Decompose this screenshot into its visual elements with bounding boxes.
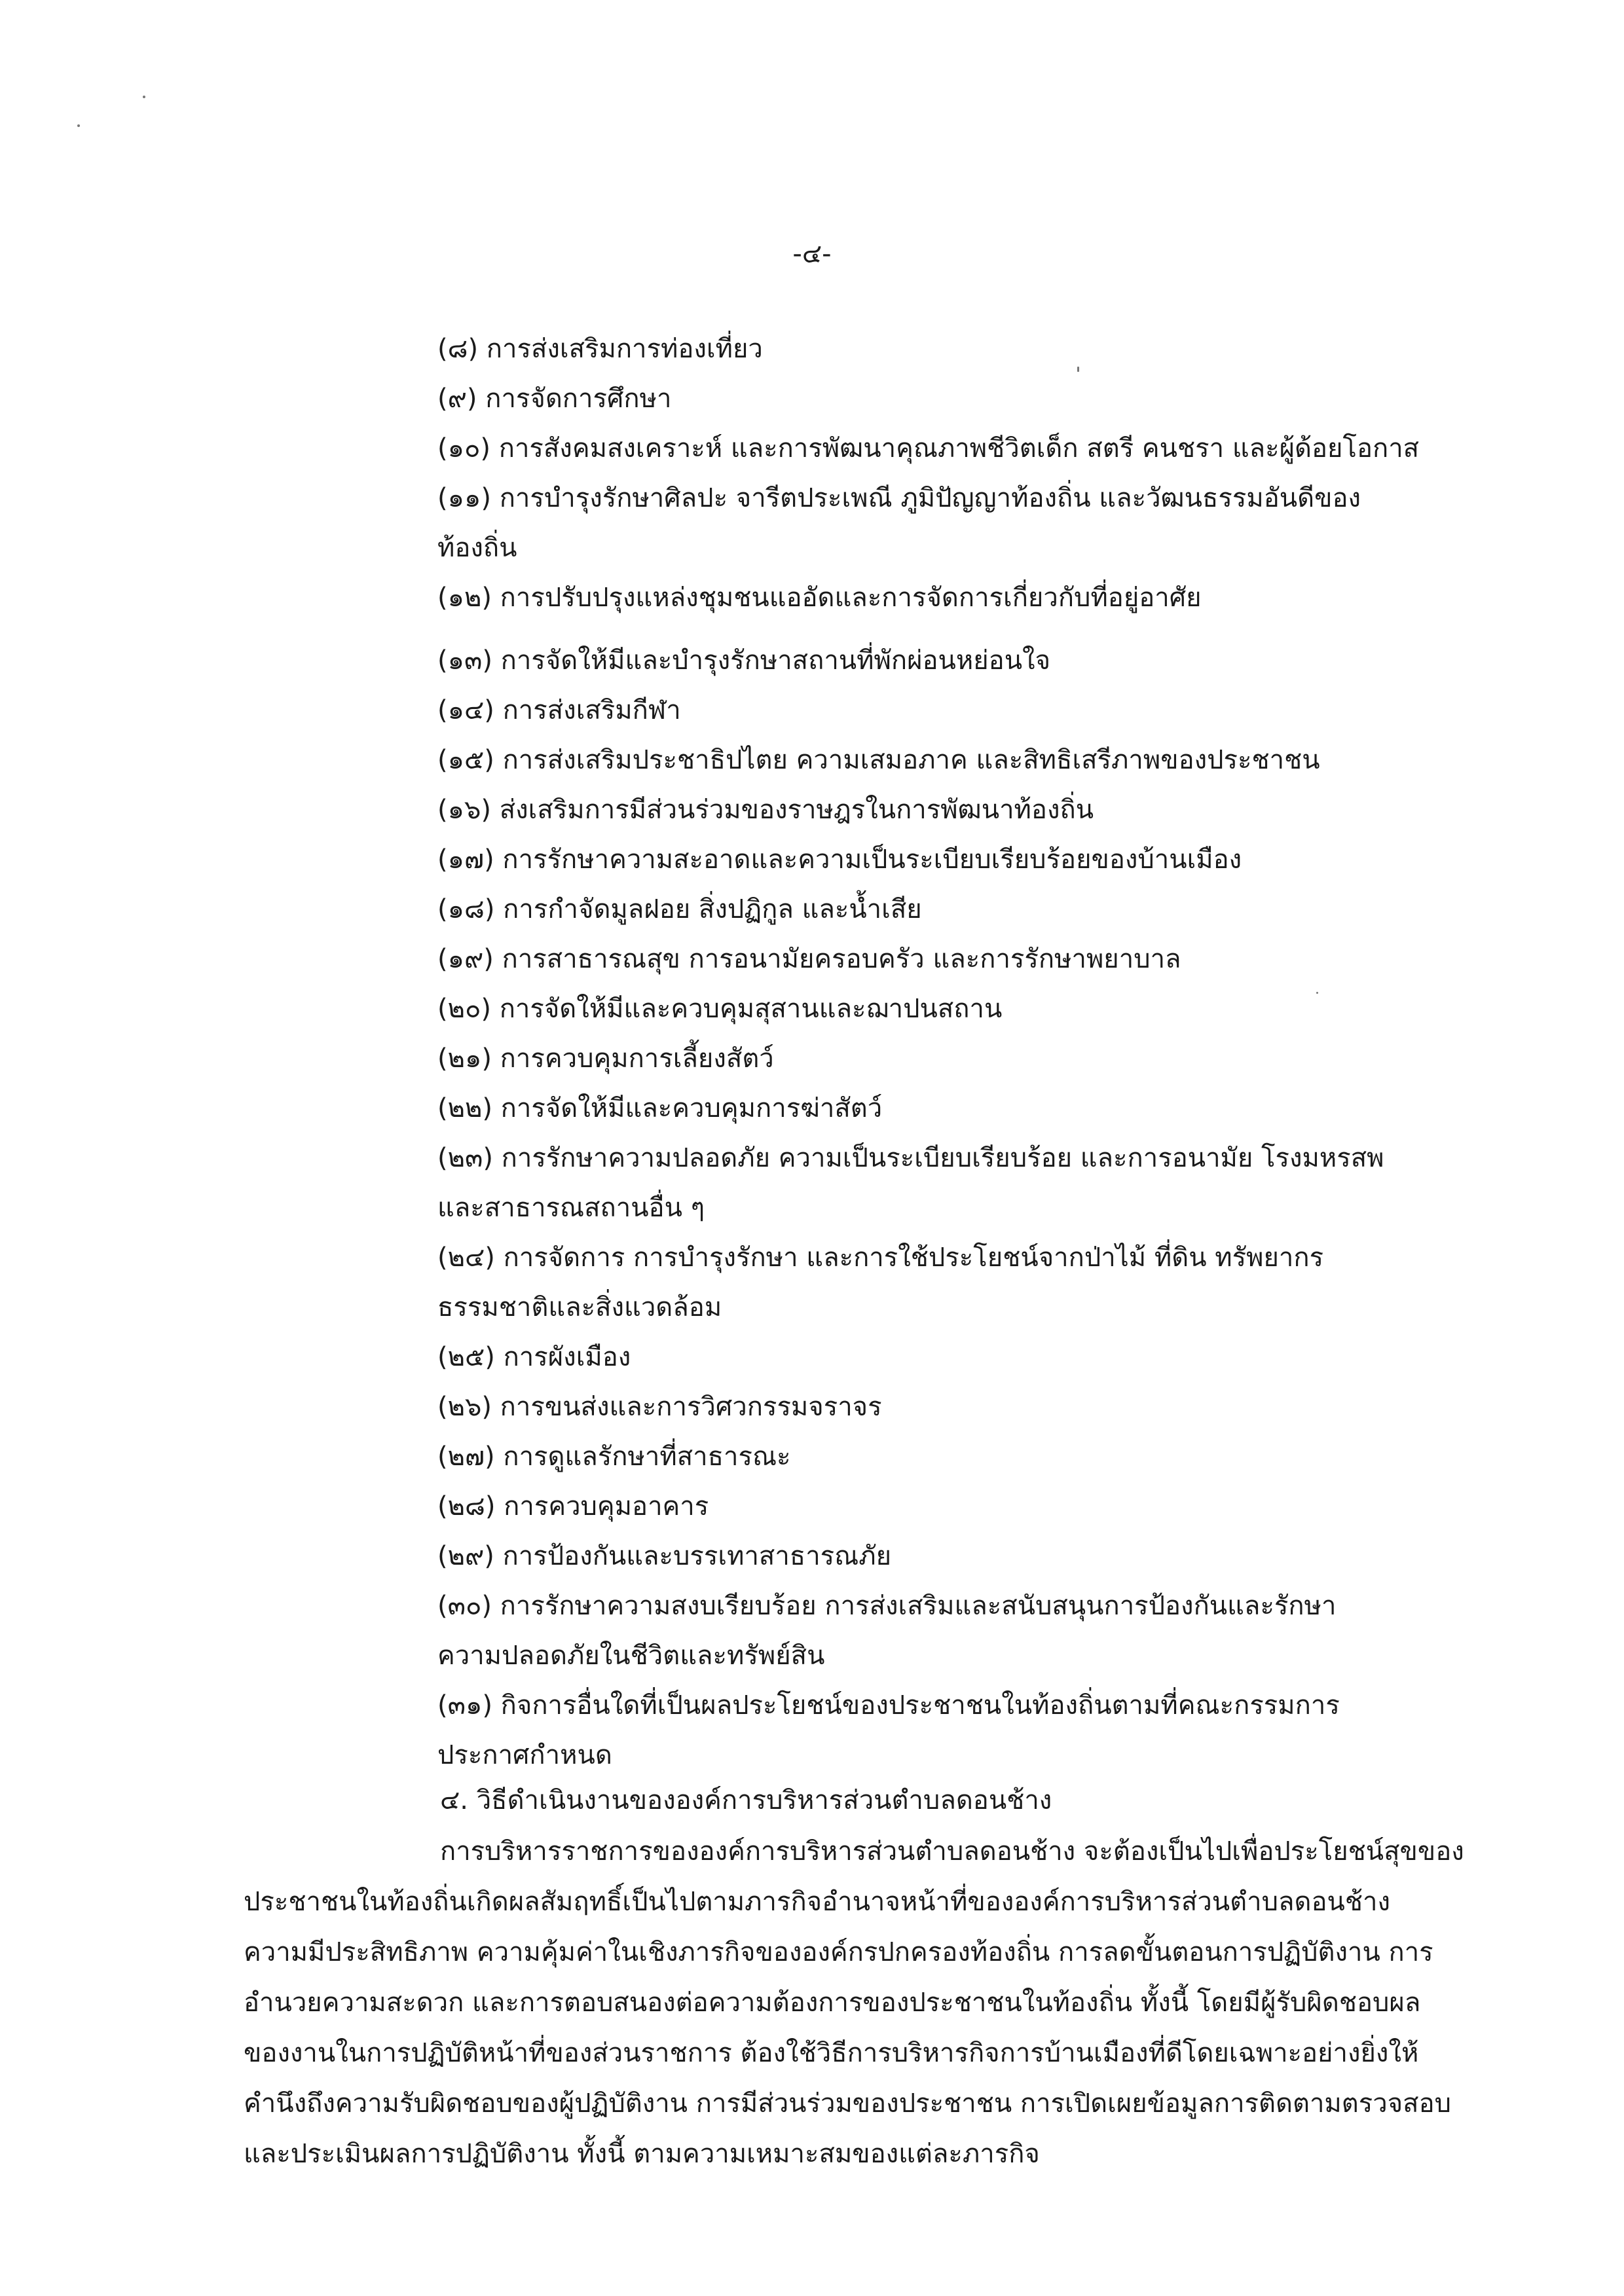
scan-speck	[77, 124, 80, 127]
list-item: (๑๕) การส่งเสริมประชาธิปไตย ความเสมอภาค และสิทธิเสรีภาพของประชาชน	[437, 745, 1320, 775]
duties-list	[437, 324, 1459, 1780]
list-item: (๒๑) การควบคุมการเลี้ยงสัตว์	[437, 1044, 774, 1074]
list-item: (๑๗) การรักษาความสะอาดและความเป็นระเบียบเรียบร้อยของบ้านเมือง	[437, 845, 1242, 875]
list-item: (๑๘) การกำจัดมูลฝอย สิ่งปฏิกูล และน้ำเสีย	[437, 894, 922, 924]
list-item: (๒๐) การจัดให้มีและควบคุมสุสานและฌาปนสถาน	[437, 994, 1003, 1024]
list-item: (๒๓) การรักษาความปลอดภัย ความเป็นระเบียบเรียบร้อย และการอนามัย โรงมหรสพ	[437, 1143, 1384, 1173]
list-item: (๒๘) การควบคุมอาคาร	[437, 1491, 709, 1522]
list-item: (๒๕) การผังเมือง	[437, 1342, 631, 1372]
list-item: (๓๑) กิจการอื่นใดที่เป็นผลประโยชน์ของประชาชนในท้องถิ่นตามที่คณะกรรมการ	[437, 1690, 1340, 1721]
list-item: (๑๔) การส่งเสริมกีฬา	[437, 695, 681, 725]
list-item-continuation: ท้องถิ่น	[437, 533, 517, 563]
list-item: (๑๑) การบำรุงรักษาศิลปะ จารีตประเพณี ภูมิปัญญาท้องถิ่น และวัฒนธรรมอันดีของ	[437, 483, 1361, 513]
scan-speck	[143, 96, 145, 98]
list-item: (๒๔) การจัดการ การบำรุงรักษา และการใช้ประโยชน์จากป่าไม้ ที่ดิน ทรัพยากร	[437, 1243, 1324, 1273]
list-item: (๑๓) การจัดให้มีและบำรุงรักษาสถานที่พักผ่อนหย่อนใจ	[437, 646, 1051, 676]
section-heading: ๔. วิธีดำเนินงานขององค์การบริหารส่วนตำบลดอนช้าง	[440, 1785, 1052, 1815]
list-item: (๒๗) การดูแลรักษาที่สาธารณะ	[437, 1442, 791, 1472]
list-item: (๑๐) การสังคมสงเคราะห์ และการพัฒนาคุณภาพชีวิตเด็ก สตรี คนชรา และผู้ด้อยโอกาส	[437, 433, 1420, 464]
list-item: (๘) การส่งเสริมการท่องเที่ยว	[437, 334, 763, 364]
page-number: -๔-	[792, 239, 832, 269]
paragraph-line: ความมีประสิทธิภาพ ความคุ้มค่าในเชิงภารกิจขององค์กรปกครองท้องถิ่น การลดขั้นตอนการปฏิบัติงาน การ	[244, 1937, 1433, 1967]
list-item: (๓๐) การรักษาความสงบเรียบร้อย การส่งเสริมและสนับสนุนการป้องกันและรักษา	[437, 1591, 1337, 1621]
list-item-continuation: ประกาศกำหนด	[437, 1740, 612, 1770]
list-item: (๑๖) ส่งเสริมการมีส่วนร่วมของราษฎรในการพัฒนาท้องถิ่น	[437, 795, 1094, 825]
list-item: (๑๒) การปรับปรุงแหล่งชุมชนแออัดและการจัดการเกี่ยวกับที่อยู่อาศัย	[437, 583, 1202, 613]
list-item-continuation: ธรรมชาติและสิ่งแวดล้อม	[437, 1292, 722, 1322]
list-item-continuation: และสาธารณสถานอื่น ๆ	[437, 1193, 705, 1223]
list-item-continuation: ความปลอดภัยในชีวิตและทรัพย์สิน	[437, 1641, 825, 1671]
list-item: (๒๒) การจัดให้มีและควบคุมการฆ่าสัตว์	[437, 1093, 883, 1123]
paragraph-line: การบริหารราชการขององค์การบริหารส่วนตำบลดอนช้าง จะต้องเป็นไปเพื่อประโยชน์สุขของ	[440, 1836, 1464, 1867]
list-item: (๙) การจัดการศึกษา	[437, 384, 672, 414]
list-item: (๑๙) การสาธารณสุข การอนามัยครอบครัว และการรักษาพยาบาล	[437, 944, 1181, 974]
paragraph-line: และประเมินผลการปฏิบัติงาน ทั้งนี้ ตามความเหมาะสมของแต่ละภารกิจ	[244, 2139, 1040, 2169]
paragraph-line: อำนวยความสะดวก และการตอบสนองต่อความต้องการของประชาชนในท้องถิ่น ทั้งนี้ โดยมีผู้รับผิดชอบผล	[244, 1988, 1421, 2018]
paragraph-line: ประชาชนในท้องถิ่นเกิดผลสัมฤทธิ์เป็นไปตามภารกิจอำนาจหน้าที่ขององค์การบริหารส่วนตำบลดอนช้าง	[244, 1887, 1390, 1917]
paragraph-line: คำนึงถึงความรับผิดชอบของผู้ปฏิบัติงาน การมีส่วนร่วมของประชาชน การเปิดเผยข้อมูลการติดตามตรวจสอบ	[244, 2088, 1451, 2119]
list-item: (๒๙) การป้องกันและบรรเทาสาธารณภัย	[437, 1541, 892, 1571]
paragraph-line: ของงานในการปฏิบัติหน้าที่ของส่วนราชการ ต้องใช้วิธีการบริหารกิจการบ้านเมืองที่ดีโดยเฉพาะอย่างยิ่งให้	[244, 2038, 1419, 2068]
body-paragraph	[244, 1827, 1501, 2179]
list-item: (๒๖) การขนส่งและการวิศวกรรมจราจร	[437, 1392, 882, 1422]
